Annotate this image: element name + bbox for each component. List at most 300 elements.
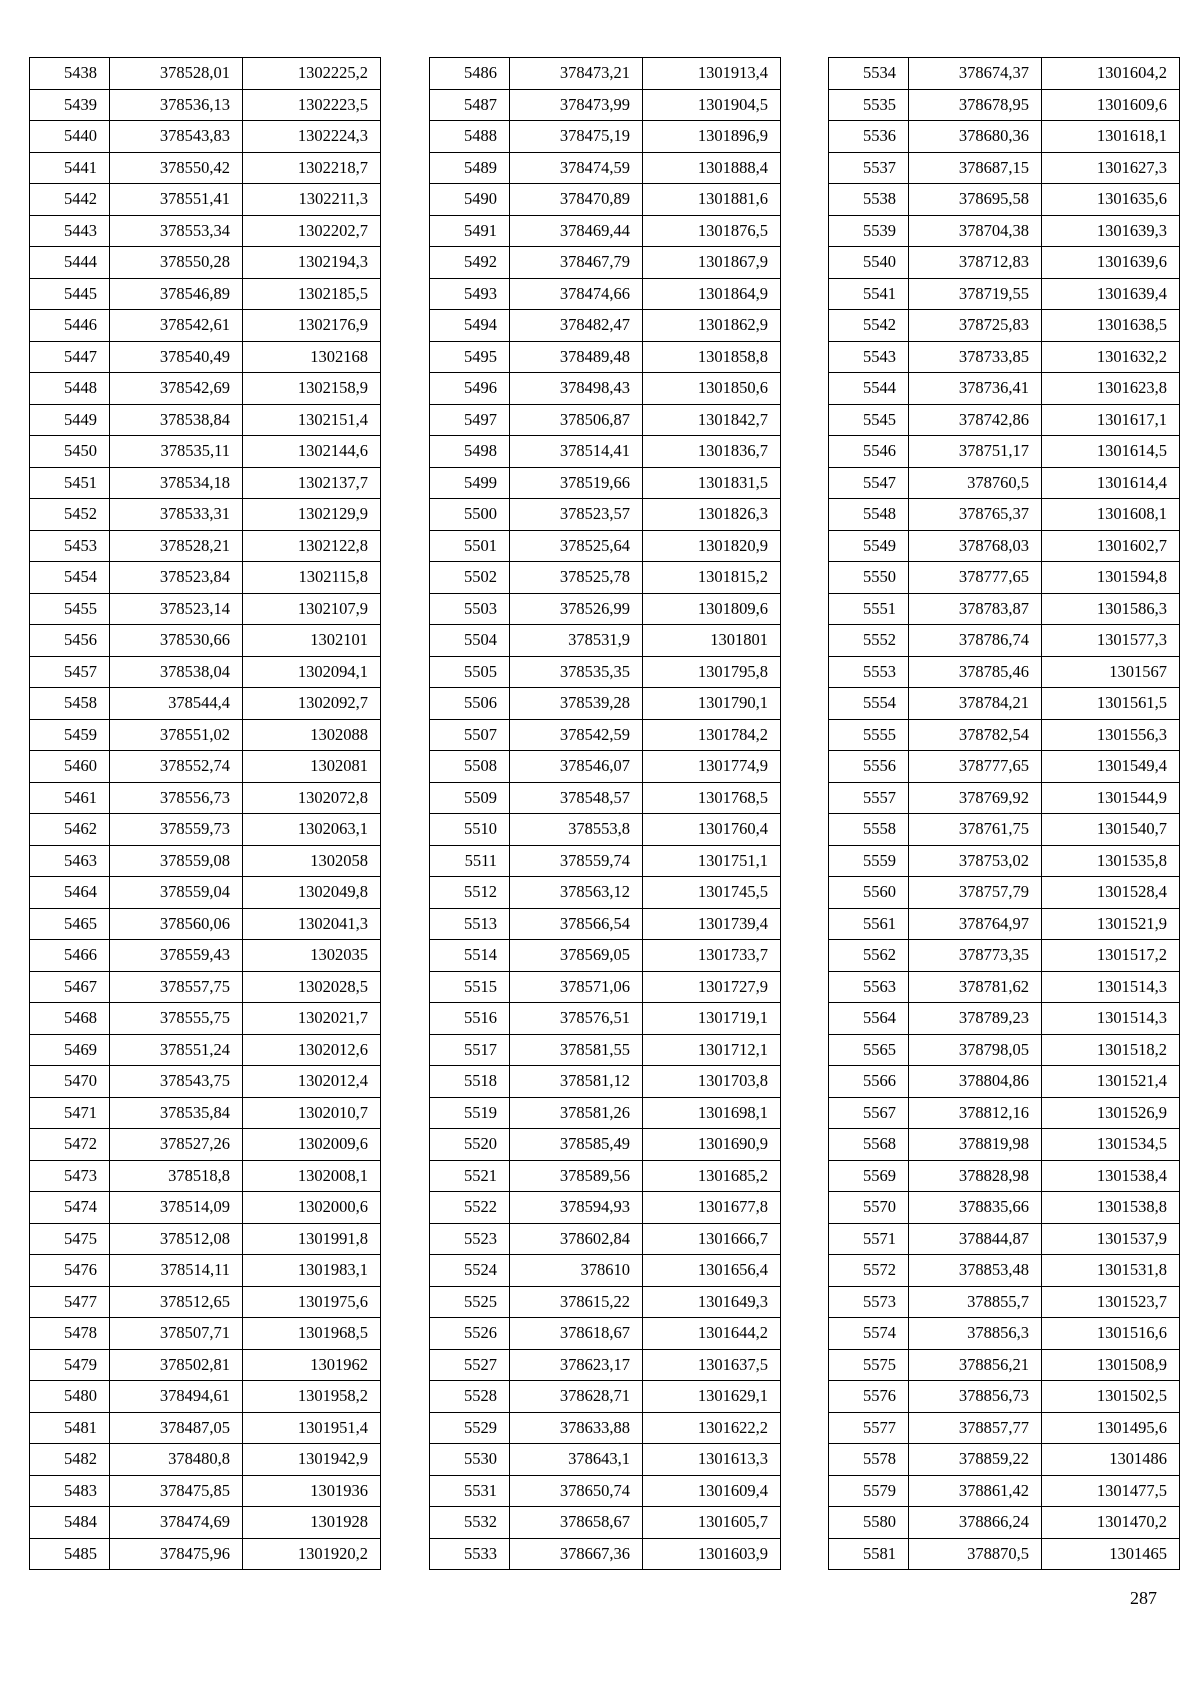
point-number-cell: 5448 bbox=[30, 373, 110, 405]
point-number-cell: 5456 bbox=[30, 625, 110, 657]
table-row bbox=[829, 1381, 1180, 1413]
table-row bbox=[829, 814, 1180, 846]
point-number-cell: 5451 bbox=[30, 467, 110, 499]
y-coordinate-cell: 1301820,9 bbox=[643, 530, 781, 562]
y-coordinate-cell: 1301685,2 bbox=[643, 1160, 781, 1192]
y-coordinate-cell: 1301486 bbox=[1042, 1444, 1180, 1476]
x-coordinate-cell: 378725,83 bbox=[909, 310, 1042, 342]
point-number-cell: 5572 bbox=[829, 1255, 909, 1287]
table-row bbox=[829, 278, 1180, 310]
table-row bbox=[430, 373, 781, 405]
x-coordinate-cell: 378789,23 bbox=[909, 1003, 1042, 1035]
table-row bbox=[430, 1097, 781, 1129]
point-number-cell: 5465 bbox=[30, 908, 110, 940]
x-coordinate-cell: 378557,75 bbox=[110, 971, 243, 1003]
y-coordinate-cell: 1302194,3 bbox=[243, 247, 381, 279]
table-row bbox=[30, 373, 381, 405]
x-coordinate-cell: 378695,58 bbox=[909, 184, 1042, 216]
point-number-cell: 5500 bbox=[430, 499, 510, 531]
x-coordinate-cell: 378559,08 bbox=[110, 845, 243, 877]
table-row bbox=[30, 1475, 381, 1507]
point-number-cell: 5532 bbox=[430, 1507, 510, 1539]
y-coordinate-cell: 1302158,9 bbox=[243, 373, 381, 405]
point-number-cell: 5527 bbox=[430, 1349, 510, 1381]
y-coordinate-cell: 1301623,8 bbox=[1042, 373, 1180, 405]
point-number-cell: 5555 bbox=[829, 719, 909, 751]
table-row bbox=[30, 247, 381, 279]
y-coordinate-cell: 1301526,9 bbox=[1042, 1097, 1180, 1129]
table-row bbox=[30, 845, 381, 877]
y-coordinate-cell: 1301733,7 bbox=[643, 940, 781, 972]
y-coordinate-cell: 1301649,3 bbox=[643, 1286, 781, 1318]
y-coordinate-cell: 1301602,7 bbox=[1042, 530, 1180, 562]
table-row bbox=[30, 1066, 381, 1098]
y-coordinate-cell: 1302058 bbox=[243, 845, 381, 877]
y-coordinate-cell: 1301739,4 bbox=[643, 908, 781, 940]
y-coordinate-cell: 1302218,7 bbox=[243, 152, 381, 184]
y-coordinate-cell: 1301605,7 bbox=[643, 1507, 781, 1539]
x-coordinate-cell: 378475,19 bbox=[510, 121, 643, 153]
x-coordinate-cell: 378514,09 bbox=[110, 1192, 243, 1224]
table-row bbox=[430, 530, 781, 562]
table-row bbox=[829, 467, 1180, 499]
point-number-cell: 5494 bbox=[430, 310, 510, 342]
y-coordinate-cell: 1301567 bbox=[1042, 656, 1180, 688]
y-coordinate-cell: 1301495,6 bbox=[1042, 1412, 1180, 1444]
y-coordinate-cell: 1301745,5 bbox=[643, 877, 781, 909]
table-row bbox=[829, 1412, 1180, 1444]
table-row bbox=[829, 1444, 1180, 1476]
y-coordinate-cell: 1301867,9 bbox=[643, 247, 781, 279]
y-coordinate-cell: 1301538,8 bbox=[1042, 1192, 1180, 1224]
x-coordinate-cell: 378765,37 bbox=[909, 499, 1042, 531]
table-row bbox=[829, 1003, 1180, 1035]
table-row bbox=[829, 845, 1180, 877]
y-coordinate-cell: 1301638,5 bbox=[1042, 310, 1180, 342]
table-row bbox=[829, 152, 1180, 184]
y-coordinate-cell: 1301632,2 bbox=[1042, 341, 1180, 373]
point-number-cell: 5554 bbox=[829, 688, 909, 720]
x-coordinate-cell: 378551,41 bbox=[110, 184, 243, 216]
table-row bbox=[30, 562, 381, 594]
y-coordinate-cell: 1301614,5 bbox=[1042, 436, 1180, 468]
table-row bbox=[829, 1129, 1180, 1161]
y-coordinate-cell: 1301637,5 bbox=[643, 1349, 781, 1381]
point-number-cell: 5443 bbox=[30, 215, 110, 247]
y-coordinate-cell: 1301523,7 bbox=[1042, 1286, 1180, 1318]
y-coordinate-cell: 1301618,1 bbox=[1042, 121, 1180, 153]
x-coordinate-cell: 378535,35 bbox=[510, 656, 643, 688]
y-coordinate-cell: 1302225,2 bbox=[243, 58, 381, 90]
point-number-cell: 5545 bbox=[829, 404, 909, 436]
x-coordinate-cell: 378633,88 bbox=[510, 1412, 643, 1444]
x-coordinate-cell: 378615,22 bbox=[510, 1286, 643, 1318]
table-row bbox=[30, 58, 381, 90]
y-coordinate-cell: 1301928 bbox=[243, 1507, 381, 1539]
point-number-cell: 5521 bbox=[430, 1160, 510, 1192]
point-number-cell: 5480 bbox=[30, 1381, 110, 1413]
y-coordinate-cell: 1302107,9 bbox=[243, 593, 381, 625]
table-row bbox=[30, 782, 381, 814]
x-coordinate-cell: 378560,06 bbox=[110, 908, 243, 940]
y-coordinate-cell: 1301904,5 bbox=[643, 89, 781, 121]
x-coordinate-cell: 378733,85 bbox=[909, 341, 1042, 373]
point-number-cell: 5495 bbox=[430, 341, 510, 373]
point-number-cell: 5571 bbox=[829, 1223, 909, 1255]
point-number-cell: 5498 bbox=[430, 436, 510, 468]
point-number-cell: 5542 bbox=[829, 310, 909, 342]
x-coordinate-cell: 378526,99 bbox=[510, 593, 643, 625]
point-number-cell: 5534 bbox=[829, 58, 909, 90]
table-row bbox=[30, 1129, 381, 1161]
x-coordinate-cell: 378467,79 bbox=[510, 247, 643, 279]
point-number-cell: 5439 bbox=[30, 89, 110, 121]
y-coordinate-cell: 1302223,5 bbox=[243, 89, 381, 121]
x-coordinate-cell: 378835,66 bbox=[909, 1192, 1042, 1224]
x-coordinate-cell: 378777,65 bbox=[909, 751, 1042, 783]
x-coordinate-cell: 378470,89 bbox=[510, 184, 643, 216]
point-number-cell: 5468 bbox=[30, 1003, 110, 1035]
table-row bbox=[430, 1160, 781, 1192]
point-number-cell: 5466 bbox=[30, 940, 110, 972]
table-row bbox=[829, 1160, 1180, 1192]
point-number-cell: 5474 bbox=[30, 1192, 110, 1224]
point-number-cell: 5540 bbox=[829, 247, 909, 279]
y-coordinate-cell: 1301850,6 bbox=[643, 373, 781, 405]
point-number-cell: 5579 bbox=[829, 1475, 909, 1507]
point-number-cell: 5519 bbox=[430, 1097, 510, 1129]
table-row bbox=[430, 593, 781, 625]
point-number-cell: 5489 bbox=[430, 152, 510, 184]
y-coordinate-cell: 1301586,3 bbox=[1042, 593, 1180, 625]
x-coordinate-cell: 378856,21 bbox=[909, 1349, 1042, 1381]
y-coordinate-cell: 1301836,7 bbox=[643, 436, 781, 468]
x-coordinate-cell: 378687,15 bbox=[909, 152, 1042, 184]
x-coordinate-cell: 378678,95 bbox=[909, 89, 1042, 121]
point-number-cell: 5536 bbox=[829, 121, 909, 153]
x-coordinate-cell: 378736,41 bbox=[909, 373, 1042, 405]
y-coordinate-cell: 1301639,3 bbox=[1042, 215, 1180, 247]
y-coordinate-cell: 1302041,3 bbox=[243, 908, 381, 940]
x-coordinate-cell: 378650,74 bbox=[510, 1475, 643, 1507]
table-row bbox=[430, 1349, 781, 1381]
table-row bbox=[430, 940, 781, 972]
x-coordinate-cell: 378667,36 bbox=[510, 1538, 643, 1570]
y-coordinate-cell: 1301768,5 bbox=[643, 782, 781, 814]
y-coordinate-cell: 1301801 bbox=[643, 625, 781, 657]
x-coordinate-cell: 378538,04 bbox=[110, 656, 243, 688]
table-row bbox=[30, 751, 381, 783]
table-row bbox=[829, 656, 1180, 688]
x-coordinate-cell: 378618,67 bbox=[510, 1318, 643, 1350]
table-row bbox=[30, 1160, 381, 1192]
x-coordinate-cell: 378528,01 bbox=[110, 58, 243, 90]
page-number: 287 bbox=[1130, 1588, 1157, 1608]
table-row bbox=[30, 184, 381, 216]
point-number-cell: 5450 bbox=[30, 436, 110, 468]
y-coordinate-cell: 1301858,8 bbox=[643, 341, 781, 373]
y-coordinate-cell: 1301609,6 bbox=[1042, 89, 1180, 121]
point-number-cell: 5537 bbox=[829, 152, 909, 184]
point-number-cell: 5560 bbox=[829, 877, 909, 909]
point-number-cell: 5510 bbox=[430, 814, 510, 846]
y-coordinate-cell: 1302081 bbox=[243, 751, 381, 783]
point-number-cell: 5556 bbox=[829, 751, 909, 783]
x-coordinate-cell: 378514,11 bbox=[110, 1255, 243, 1287]
table-row bbox=[430, 58, 781, 90]
y-coordinate-cell: 1301951,4 bbox=[243, 1412, 381, 1444]
y-coordinate-cell: 1301809,6 bbox=[643, 593, 781, 625]
point-number-cell: 5492 bbox=[430, 247, 510, 279]
point-number-cell: 5520 bbox=[430, 1129, 510, 1161]
point-number-cell: 5551 bbox=[829, 593, 909, 625]
y-coordinate-cell: 1302010,7 bbox=[243, 1097, 381, 1129]
table-row bbox=[829, 373, 1180, 405]
point-number-cell: 5447 bbox=[30, 341, 110, 373]
table-row bbox=[829, 530, 1180, 562]
x-coordinate-cell: 378527,26 bbox=[110, 1129, 243, 1161]
point-number-cell: 5481 bbox=[30, 1412, 110, 1444]
y-coordinate-cell: 1301703,8 bbox=[643, 1066, 781, 1098]
y-coordinate-cell: 1301549,4 bbox=[1042, 751, 1180, 783]
table-row bbox=[30, 499, 381, 531]
point-number-cell: 5506 bbox=[430, 688, 510, 720]
x-coordinate-cell: 378861,42 bbox=[909, 1475, 1042, 1507]
y-coordinate-cell: 1301622,2 bbox=[643, 1412, 781, 1444]
point-number-cell: 5467 bbox=[30, 971, 110, 1003]
y-coordinate-cell: 1301535,8 bbox=[1042, 845, 1180, 877]
x-coordinate-cell: 378643,1 bbox=[510, 1444, 643, 1476]
point-number-cell: 5552 bbox=[829, 625, 909, 657]
y-coordinate-cell: 1301888,4 bbox=[643, 152, 781, 184]
point-number-cell: 5483 bbox=[30, 1475, 110, 1507]
x-coordinate-cell: 378585,49 bbox=[510, 1129, 643, 1161]
y-coordinate-cell: 1301477,5 bbox=[1042, 1475, 1180, 1507]
table-row bbox=[430, 782, 781, 814]
x-coordinate-cell: 378783,87 bbox=[909, 593, 1042, 625]
x-coordinate-cell: 378581,55 bbox=[510, 1034, 643, 1066]
x-coordinate-cell: 378525,64 bbox=[510, 530, 643, 562]
x-coordinate-cell: 378857,77 bbox=[909, 1412, 1042, 1444]
table-row bbox=[829, 1066, 1180, 1098]
table-row bbox=[30, 719, 381, 751]
table-row bbox=[30, 1003, 381, 1035]
point-number-cell: 5529 bbox=[430, 1412, 510, 1444]
x-coordinate-cell: 378844,87 bbox=[909, 1223, 1042, 1255]
point-number-cell: 5486 bbox=[430, 58, 510, 90]
x-coordinate-cell: 378768,03 bbox=[909, 530, 1042, 562]
y-coordinate-cell: 1301751,1 bbox=[643, 845, 781, 877]
point-number-cell: 5473 bbox=[30, 1160, 110, 1192]
x-coordinate-cell: 378553,8 bbox=[510, 814, 643, 846]
x-coordinate-cell: 378563,12 bbox=[510, 877, 643, 909]
table-row bbox=[430, 1129, 781, 1161]
y-coordinate-cell: 1301727,9 bbox=[643, 971, 781, 1003]
table-row bbox=[829, 1538, 1180, 1570]
x-coordinate-cell: 378559,43 bbox=[110, 940, 243, 972]
table-row bbox=[30, 89, 381, 121]
x-coordinate-cell: 378523,57 bbox=[510, 499, 643, 531]
point-number-cell: 5569 bbox=[829, 1160, 909, 1192]
table-row bbox=[829, 719, 1180, 751]
coordinate-table-left bbox=[29, 57, 381, 1570]
point-number-cell: 5531 bbox=[430, 1475, 510, 1507]
x-coordinate-cell: 378512,08 bbox=[110, 1223, 243, 1255]
point-number-cell: 5499 bbox=[430, 467, 510, 499]
point-number-cell: 5550 bbox=[829, 562, 909, 594]
x-coordinate-cell: 378719,55 bbox=[909, 278, 1042, 310]
y-coordinate-cell: 1301544,9 bbox=[1042, 782, 1180, 814]
y-coordinate-cell: 1301719,1 bbox=[643, 1003, 781, 1035]
table-row bbox=[829, 247, 1180, 279]
table-row bbox=[430, 814, 781, 846]
point-number-cell: 5547 bbox=[829, 467, 909, 499]
point-number-cell: 5445 bbox=[30, 278, 110, 310]
table-row bbox=[829, 1223, 1180, 1255]
x-coordinate-cell: 378819,98 bbox=[909, 1129, 1042, 1161]
y-coordinate-cell: 1302035 bbox=[243, 940, 381, 972]
point-number-cell: 5485 bbox=[30, 1538, 110, 1570]
point-number-cell: 5578 bbox=[829, 1444, 909, 1476]
point-number-cell: 5549 bbox=[829, 530, 909, 562]
table-row bbox=[829, 1097, 1180, 1129]
table-row bbox=[430, 152, 781, 184]
point-number-cell: 5491 bbox=[430, 215, 510, 247]
x-coordinate-cell: 378581,26 bbox=[510, 1097, 643, 1129]
point-number-cell: 5505 bbox=[430, 656, 510, 688]
table-row bbox=[829, 940, 1180, 972]
point-number-cell: 5482 bbox=[30, 1444, 110, 1476]
y-coordinate-cell: 1301531,8 bbox=[1042, 1255, 1180, 1287]
point-number-cell: 5469 bbox=[30, 1034, 110, 1066]
x-coordinate-cell: 378623,17 bbox=[510, 1349, 643, 1381]
point-number-cell: 5511 bbox=[430, 845, 510, 877]
table-row bbox=[430, 719, 781, 751]
point-number-cell: 5580 bbox=[829, 1507, 909, 1539]
point-number-cell: 5440 bbox=[30, 121, 110, 153]
x-coordinate-cell: 378528,21 bbox=[110, 530, 243, 562]
y-coordinate-cell: 1301795,8 bbox=[643, 656, 781, 688]
point-number-cell: 5460 bbox=[30, 751, 110, 783]
x-coordinate-cell: 378506,87 bbox=[510, 404, 643, 436]
point-number-cell: 5522 bbox=[430, 1192, 510, 1224]
point-number-cell: 5524 bbox=[430, 1255, 510, 1287]
point-number-cell: 5501 bbox=[430, 530, 510, 562]
table-row bbox=[430, 971, 781, 1003]
point-number-cell: 5541 bbox=[829, 278, 909, 310]
point-number-cell: 5525 bbox=[430, 1286, 510, 1318]
x-coordinate-cell: 378489,48 bbox=[510, 341, 643, 373]
x-coordinate-cell: 378543,83 bbox=[110, 121, 243, 153]
x-coordinate-cell: 378757,79 bbox=[909, 877, 1042, 909]
x-coordinate-cell: 378473,21 bbox=[510, 58, 643, 90]
y-coordinate-cell: 1301774,9 bbox=[643, 751, 781, 783]
y-coordinate-cell: 1301514,3 bbox=[1042, 1003, 1180, 1035]
table-row bbox=[829, 562, 1180, 594]
x-coordinate-cell: 378473,99 bbox=[510, 89, 643, 121]
point-number-cell: 5458 bbox=[30, 688, 110, 720]
table-row bbox=[30, 1538, 381, 1570]
table-row bbox=[829, 908, 1180, 940]
x-coordinate-cell: 378546,89 bbox=[110, 278, 243, 310]
x-coordinate-cell: 378559,73 bbox=[110, 814, 243, 846]
x-coordinate-cell: 378548,57 bbox=[510, 782, 643, 814]
x-coordinate-cell: 378576,51 bbox=[510, 1003, 643, 1035]
y-coordinate-cell: 1302168 bbox=[243, 341, 381, 373]
y-coordinate-cell: 1301864,9 bbox=[643, 278, 781, 310]
table-row bbox=[430, 562, 781, 594]
y-coordinate-cell: 1301815,2 bbox=[643, 562, 781, 594]
x-coordinate-cell: 378540,49 bbox=[110, 341, 243, 373]
y-coordinate-cell: 1302101 bbox=[243, 625, 381, 657]
y-coordinate-cell: 1302012,4 bbox=[243, 1066, 381, 1098]
x-coordinate-cell: 378533,31 bbox=[110, 499, 243, 531]
point-number-cell: 5457 bbox=[30, 656, 110, 688]
point-number-cell: 5514 bbox=[430, 940, 510, 972]
point-number-cell: 5512 bbox=[430, 877, 510, 909]
x-coordinate-cell: 378546,07 bbox=[510, 751, 643, 783]
point-number-cell: 5471 bbox=[30, 1097, 110, 1129]
point-number-cell: 5478 bbox=[30, 1318, 110, 1350]
x-coordinate-cell: 378550,42 bbox=[110, 152, 243, 184]
y-coordinate-cell: 1301514,3 bbox=[1042, 971, 1180, 1003]
point-number-cell: 5455 bbox=[30, 593, 110, 625]
x-coordinate-cell: 378487,05 bbox=[110, 1412, 243, 1444]
point-number-cell: 5442 bbox=[30, 184, 110, 216]
table-row bbox=[430, 121, 781, 153]
x-coordinate-cell: 378782,54 bbox=[909, 719, 1042, 751]
y-coordinate-cell: 1301521,4 bbox=[1042, 1066, 1180, 1098]
table-row bbox=[829, 1475, 1180, 1507]
x-coordinate-cell: 378786,74 bbox=[909, 625, 1042, 657]
table-row bbox=[430, 247, 781, 279]
table-row bbox=[430, 1223, 781, 1255]
point-number-cell: 5528 bbox=[430, 1381, 510, 1413]
x-coordinate-cell: 378569,05 bbox=[510, 940, 643, 972]
x-coordinate-cell: 378552,74 bbox=[110, 751, 243, 783]
point-number-cell: 5539 bbox=[829, 215, 909, 247]
table-row bbox=[430, 908, 781, 940]
point-number-cell: 5477 bbox=[30, 1286, 110, 1318]
x-coordinate-cell: 378542,61 bbox=[110, 310, 243, 342]
table-row bbox=[30, 215, 381, 247]
table-row bbox=[829, 1192, 1180, 1224]
x-coordinate-cell: 378550,28 bbox=[110, 247, 243, 279]
y-coordinate-cell: 1302144,6 bbox=[243, 436, 381, 468]
x-coordinate-cell: 378519,66 bbox=[510, 467, 643, 499]
y-coordinate-cell: 1302012,6 bbox=[243, 1034, 381, 1066]
point-number-cell: 5561 bbox=[829, 908, 909, 940]
point-number-cell: 5513 bbox=[430, 908, 510, 940]
table-row bbox=[430, 1192, 781, 1224]
table-row bbox=[430, 688, 781, 720]
table-row bbox=[30, 593, 381, 625]
x-coordinate-cell: 378589,56 bbox=[510, 1160, 643, 1192]
x-coordinate-cell: 378523,84 bbox=[110, 562, 243, 594]
point-number-cell: 5508 bbox=[430, 751, 510, 783]
y-coordinate-cell: 1301644,2 bbox=[643, 1318, 781, 1350]
table-row bbox=[30, 1223, 381, 1255]
point-number-cell: 5546 bbox=[829, 436, 909, 468]
table-row bbox=[430, 89, 781, 121]
point-number-cell: 5479 bbox=[30, 1349, 110, 1381]
y-coordinate-cell: 1302202,7 bbox=[243, 215, 381, 247]
y-coordinate-cell: 1301508,9 bbox=[1042, 1349, 1180, 1381]
x-coordinate-cell: 378870,5 bbox=[909, 1538, 1042, 1570]
x-coordinate-cell: 378594,93 bbox=[510, 1192, 643, 1224]
y-coordinate-cell: 1301521,9 bbox=[1042, 908, 1180, 940]
x-coordinate-cell: 378742,86 bbox=[909, 404, 1042, 436]
